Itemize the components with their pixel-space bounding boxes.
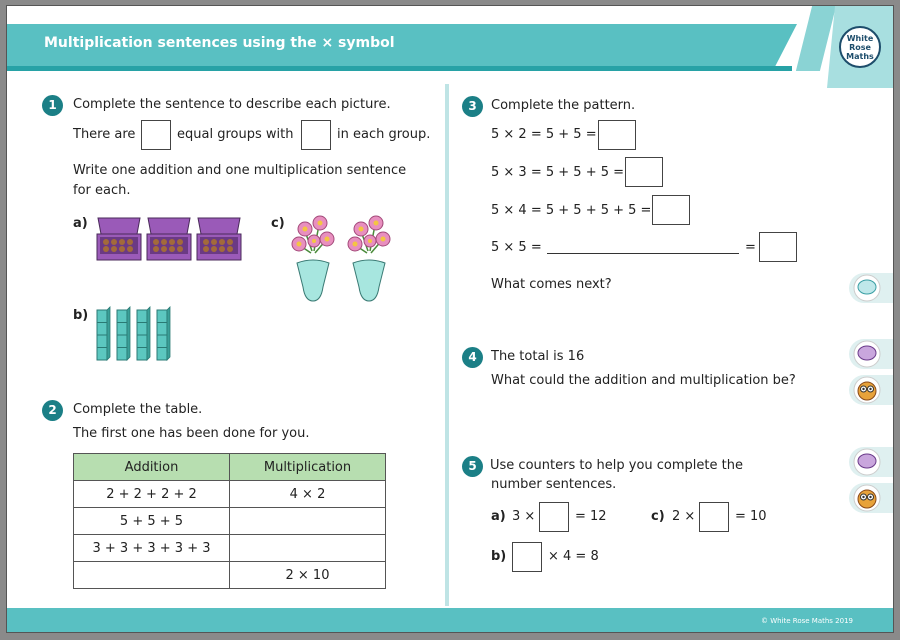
q1-label-a: a) bbox=[73, 216, 88, 231]
cube-towers-picture bbox=[95, 306, 185, 362]
q5-line1: Use counters to help you complete the bbox=[490, 458, 743, 473]
q3-line1: 5 × 2 = 5 + 5 = bbox=[491, 127, 597, 142]
q5-label-c: c) bbox=[651, 509, 665, 524]
table-row bbox=[74, 508, 386, 535]
q3-answer-box-1[interactable] bbox=[598, 120, 636, 150]
q5-a-answer-box[interactable] bbox=[539, 502, 569, 532]
header-edge bbox=[7, 66, 792, 71]
table-cell: 3 + 3 + 3 + 3 + 3 bbox=[74, 535, 230, 562]
q1-label-b: b) bbox=[73, 308, 89, 323]
worksheet-page bbox=[6, 5, 894, 633]
flower-vase-1 bbox=[292, 216, 334, 301]
table-cell: 4 × 2 bbox=[230, 481, 386, 508]
addition-multiplication-table bbox=[73, 453, 386, 589]
q3-answer-box-4[interactable] bbox=[759, 232, 797, 262]
chocolate-boxes-picture bbox=[95, 216, 245, 266]
cube-tower-2 bbox=[117, 307, 130, 360]
q1-groups-answer-box[interactable] bbox=[141, 120, 171, 150]
q3-line4-left: 5 × 5 = bbox=[491, 240, 542, 255]
q2-subtext: The first one has been done for you. bbox=[73, 426, 310, 441]
column-divider bbox=[445, 84, 449, 606]
q1-instruction: Complete the sentence to describe each picture. bbox=[73, 97, 391, 112]
table-cell: 5 + 5 + 5 bbox=[74, 508, 230, 535]
q5-c-answer-box[interactable] bbox=[699, 502, 729, 532]
table-answer-cell[interactable] bbox=[230, 508, 386, 535]
q1-each-answer-box[interactable] bbox=[301, 120, 331, 150]
table-cell: 2 + 2 + 2 + 2 bbox=[74, 481, 230, 508]
q3-line3: 5 × 4 = 5 + 5 + 5 + 5 = bbox=[491, 203, 652, 218]
q5-label-b: b) bbox=[491, 549, 507, 564]
page-title: Multiplication sentences using the × symbol bbox=[44, 35, 395, 51]
q2-instruction: Complete the table. bbox=[73, 402, 203, 417]
q3-answer-line[interactable] bbox=[547, 253, 739, 254]
q1-sentence-part1: There are bbox=[73, 127, 136, 142]
question-5-number: 5 bbox=[462, 456, 483, 477]
table-answer-cell[interactable] bbox=[74, 562, 230, 589]
q1-sentence-part3: in each group. bbox=[337, 127, 431, 142]
q3-line2: 5 × 3 = 5 + 5 + 5 = bbox=[491, 165, 625, 180]
thought-bubble-icon[interactable] bbox=[853, 274, 881, 302]
table-answer-cell[interactable] bbox=[230, 535, 386, 562]
q5-b-answer-box[interactable] bbox=[512, 542, 542, 572]
chocolate-box-1 bbox=[97, 218, 141, 260]
table-header-row bbox=[74, 454, 386, 481]
chocolate-box-2 bbox=[147, 218, 191, 260]
q5-c-right: = 10 bbox=[735, 509, 767, 524]
q5-a-left: 3 × bbox=[512, 509, 536, 524]
q5-label-a: a) bbox=[491, 509, 506, 524]
header-addition: Addition bbox=[74, 454, 230, 481]
q3-answer-box-2[interactable] bbox=[625, 157, 663, 187]
question-1-number: 1 bbox=[42, 95, 63, 116]
q3-instruction: Complete the pattern. bbox=[491, 98, 636, 113]
reasoning-bubble-icon[interactable] bbox=[853, 448, 881, 476]
q4-line1: The total is 16 bbox=[491, 349, 585, 364]
owl-icon[interactable] bbox=[853, 484, 881, 512]
q5-line2: number sentences. bbox=[491, 477, 617, 492]
question-3-number: 3 bbox=[462, 96, 483, 117]
cube-tower-3 bbox=[137, 307, 150, 360]
owl-icon[interactable] bbox=[853, 376, 881, 404]
question-2-number: 2 bbox=[42, 400, 63, 421]
white-rose-maths-logo: White Rose Maths bbox=[839, 26, 881, 68]
q5-a-right: = 12 bbox=[575, 509, 607, 524]
q3-what-next: What comes next? bbox=[491, 277, 612, 292]
table-row bbox=[74, 562, 386, 589]
table-row bbox=[74, 535, 386, 562]
cube-tower-4 bbox=[157, 307, 170, 360]
q1-label-c: c) bbox=[271, 216, 285, 231]
question-4-number: 4 bbox=[462, 347, 483, 368]
q3-answer-box-3[interactable] bbox=[652, 195, 690, 225]
q1-write-line1: Write one addition and one multiplication sentence bbox=[73, 163, 407, 178]
q3-line4-equals: = bbox=[745, 240, 756, 255]
header-multiplication: Multiplication bbox=[230, 454, 386, 481]
q5-b-right: × 4 = 8 bbox=[548, 549, 599, 564]
reasoning-bubble-icon[interactable] bbox=[853, 340, 881, 368]
q1-sentence-part2: equal groups with bbox=[177, 127, 294, 142]
q4-line2: What could the addition and multiplication be? bbox=[491, 373, 796, 388]
q5-c-left: 2 × bbox=[672, 509, 696, 524]
flower-vases-picture bbox=[287, 211, 397, 303]
chocolate-box-3 bbox=[197, 218, 241, 260]
table-row bbox=[74, 481, 386, 508]
flower-vase-2 bbox=[348, 216, 390, 301]
cube-tower-1 bbox=[97, 307, 110, 360]
table-cell: 2 × 10 bbox=[230, 562, 386, 589]
copyright: © White Rose Maths 2019 bbox=[760, 617, 853, 625]
q1-write-line2: for each. bbox=[73, 183, 131, 198]
